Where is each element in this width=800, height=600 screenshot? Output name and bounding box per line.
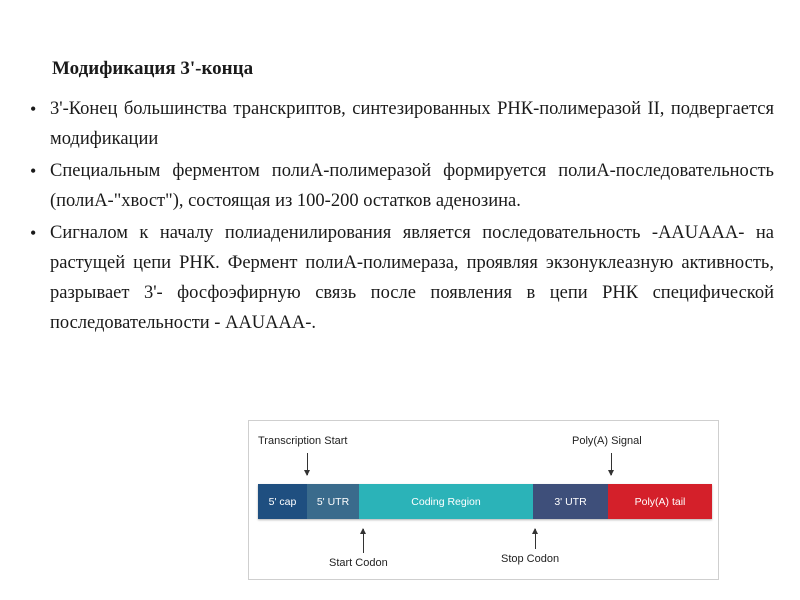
segment-coding-region: Coding Region	[359, 484, 533, 519]
bullet-list	[28, 94, 774, 340]
segment-polya-tail: Poly(A) tail	[608, 484, 712, 519]
bullet-icon: •	[30, 161, 37, 181]
bullet-text: Сигналом к началу полиаденилирования является последовательность -AAUAAA- на растущей цепи РНК. Фермент полиА-полимераза, проявляя экзонуклеазную активность, разрывает 3'- фосфоэфирную связь после появления в цепи РНК специфической последовательности - AAUAAA-.	[50, 223, 774, 333]
bullet-icon: •	[30, 223, 37, 243]
stop-codon-arrow-icon	[535, 529, 536, 549]
bullet-item	[28, 94, 774, 154]
stop-codon-label: Stop Codon	[501, 553, 560, 565]
polya-signal-label: Poly(A) Signal	[572, 435, 642, 447]
gene-bar	[258, 484, 712, 519]
bullet-item	[28, 156, 774, 216]
segment-5-utr: 5' UTR	[307, 484, 359, 519]
transcription-start-arrow-icon	[307, 453, 308, 475]
start-codon-label: Start Codon	[329, 557, 388, 569]
bullet-text: 3'-Конец большинства транскриптов, синтезированных РНК-полимеразой II, подвергается модификации	[50, 99, 774, 149]
segment-3-utr: 3' UTR	[533, 484, 608, 519]
slide-title: Модификация 3'-конца	[52, 58, 254, 79]
transcription-start-label: Transcription Start	[258, 435, 348, 447]
polya-signal-arrow-icon	[611, 453, 612, 475]
mrna-structure-figure	[248, 420, 719, 580]
start-codon-arrow-icon	[363, 529, 364, 553]
bullet-text: Специальным ферментом полиА-полимеразой формируется полиА-последовательность (полиА-"хвост"), состоящая из 100-200 остатков аденозина.	[50, 161, 774, 211]
bullet-item	[28, 218, 774, 338]
bullet-icon: •	[30, 99, 37, 119]
segment-5-cap: 5' cap	[258, 484, 307, 519]
